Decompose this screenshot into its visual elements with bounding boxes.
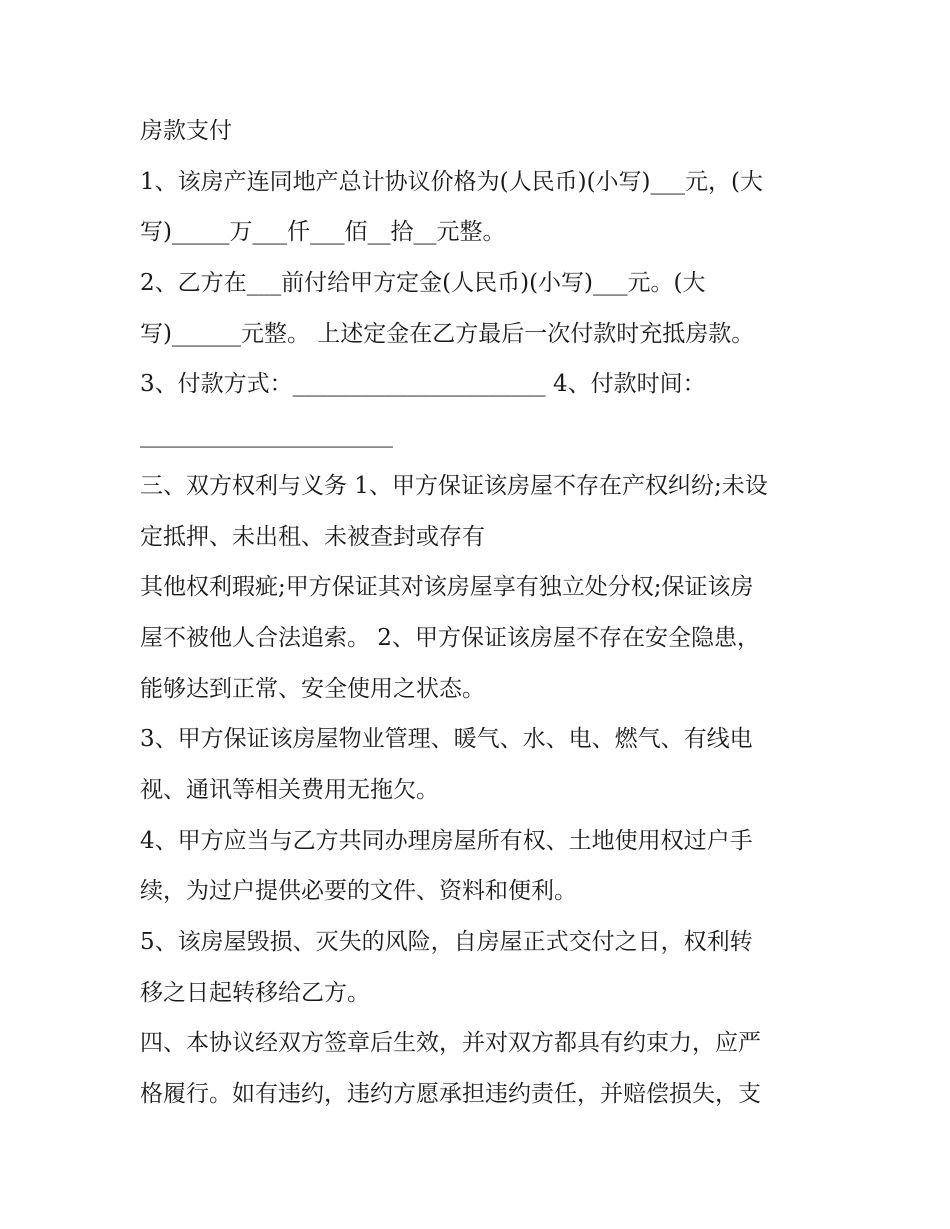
section-heading-payment: 房款支付 (140, 118, 232, 144)
text-line: 5、该房屋毁损、灭失的风险，自房屋正式交付之日，权利转 (140, 929, 753, 955)
text-line: 其他权利瑕疵;甲方保证其对该房屋享有独立处分权;保证该房 (140, 574, 754, 601)
text-line: 屋不被他人合法追索。 2、甲方保证该房屋不存在安全隐患， (140, 624, 760, 651)
text-line: 4、甲方应当与乙方共同办理房屋所有权、土地使用权过户手 (140, 827, 753, 854)
text-line: 移之日起转移给乙方。 (140, 979, 370, 1006)
text-line: 能够达到正常、安全使用之状态。 (140, 675, 485, 702)
text-line: 写)_____万___仟___佰__拾__元整。 (140, 219, 506, 246)
text-line: ______________________ (140, 422, 393, 449)
text-line: 3、付款方式：______________________ 4、付款时间： (140, 371, 706, 398)
text-line: 三、双方权利与义务 1、甲方保证该房屋不存在产权纠纷;未设 (140, 472, 768, 499)
text-line: 3、甲方保证该房屋物业管理、暖气、水、电、燃气、有线电 (140, 726, 753, 753)
text-line: 续，为过户提供必要的文件、资料和便利。 (140, 878, 577, 905)
text-line: 视、通讯等相关费用无拖欠。 (140, 776, 439, 803)
text-line: 四、本协议经双方签章后生效，并对双方都具有约束力，应严 (140, 1030, 761, 1057)
document-body (140, 106, 820, 1120)
text-line: 定抵押、未出租、未被查封或存有 (140, 523, 485, 550)
text-line: 2、乙方在___前付给甲方定金(人民币)(小写)___元。(大 (140, 270, 706, 297)
text-line: 写)______元整。 上述定金在乙方最后一次付款时充抵房款。 (140, 320, 755, 347)
text-line: 格履行。如有违约，违约方愿承担违约责任，并赔偿损失，支 (140, 1081, 761, 1108)
text-line: 1、该房产连同地产总计协议价格为(人民币)(小写)___元，(大 (140, 168, 763, 195)
